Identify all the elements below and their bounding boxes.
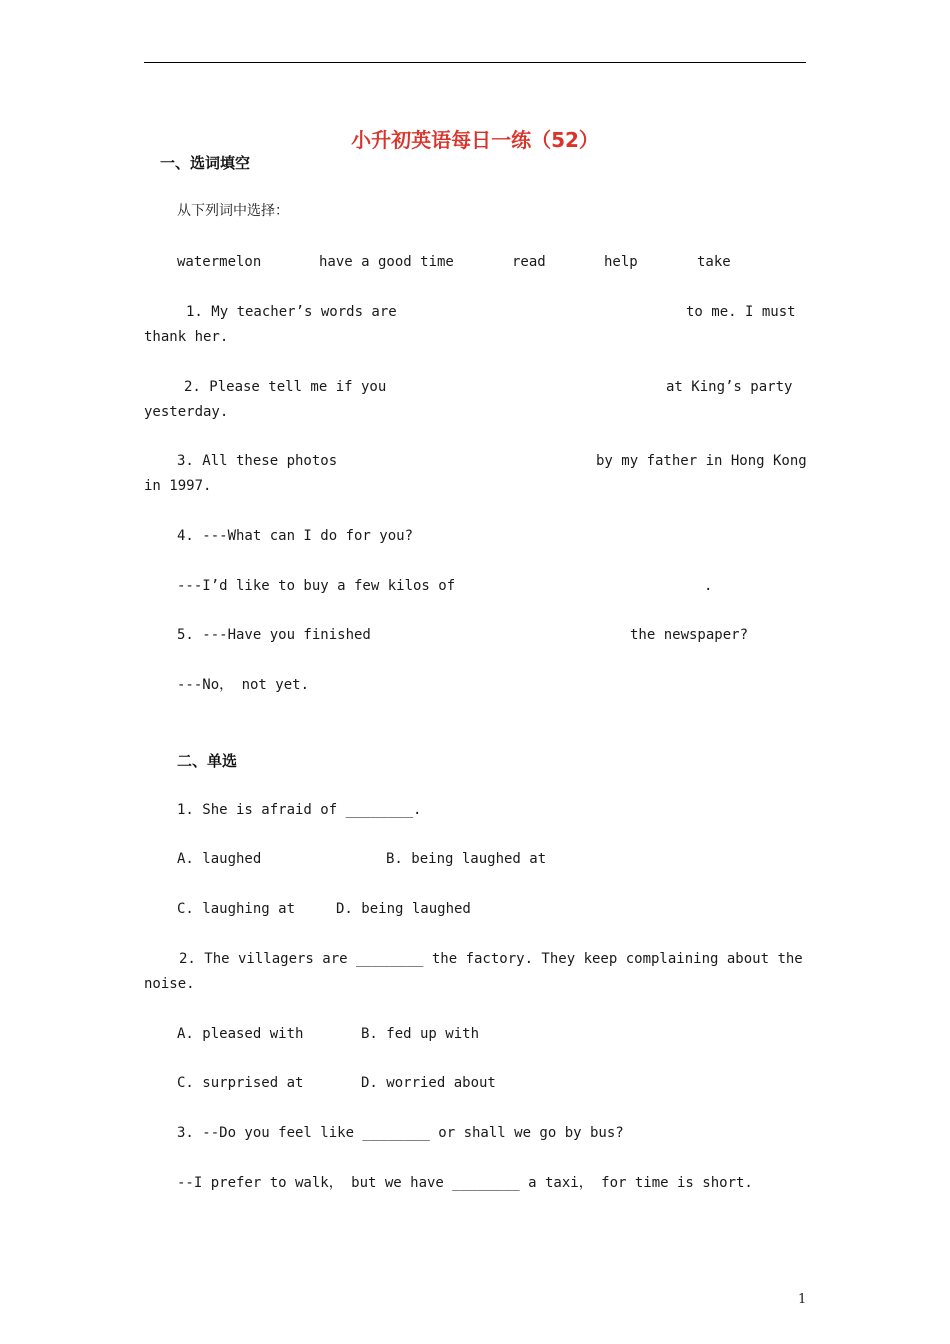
fill-q1-part1: 1. My teacher’s words are: [186, 304, 397, 320]
mc-q1-option-d: D. being laughed: [336, 901, 471, 917]
word-bank-item: watermelon: [177, 254, 262, 270]
header-rule: [144, 62, 806, 63]
fill-q1-part3: thank her.: [144, 329, 229, 345]
word-bank-item: take: [697, 254, 731, 270]
mc-q1-option-c: C. laughing at: [177, 901, 296, 917]
mc-q2-option-a: A. pleased with: [177, 1026, 304, 1042]
fill-q4-question: 4. ---What can I do for you?: [177, 528, 414, 544]
fill-q2-part2: at King’s party: [666, 379, 793, 395]
fill-q5-part1: 5. ---Have you finished: [177, 627, 371, 643]
mc-q1-stem: 1. She is afraid of ________.: [177, 802, 422, 818]
fill-q2-part1: 2. Please tell me if you: [184, 379, 387, 395]
word-bank-item: help: [604, 254, 638, 270]
fill-q4-answer: ---I’d like to buy a few kilos of: [177, 578, 456, 594]
fill-q3-part3: in 1997.: [144, 478, 212, 494]
section2-heading: 二、单选: [177, 752, 238, 770]
section1-heading: 一、选词填空: [160, 154, 251, 172]
mc-q3-line2: --I prefer to walk， but we have ________ a taxi， for time is short.: [177, 1175, 753, 1191]
fill-q3-part2: by my father in Hong Kong: [596, 453, 807, 469]
fill-q1-part2: to me. I must: [686, 304, 796, 320]
mc-q2-option-d: D. worried about: [361, 1075, 496, 1091]
mc-q2-option-c: C. surprised at: [177, 1075, 304, 1091]
fill-q5-reply: ---No， not yet.: [177, 677, 310, 693]
mc-q3-stem: 3. --Do you feel like ________ or shall we go by bus?: [177, 1125, 624, 1141]
fill-q5-part2: the newspaper?: [630, 627, 749, 643]
page-title: 小升初英语每日一练（52）: [351, 128, 599, 152]
mc-q1-option-a: A. laughed: [177, 851, 262, 867]
fill-q4-period: .: [704, 578, 713, 594]
fill-q2-part3: yesterday.: [144, 404, 229, 420]
mc-q2-stem-cont: noise.: [144, 976, 195, 992]
mc-q2-option-b: B. fed up with: [361, 1026, 480, 1042]
page-number: 1: [798, 1292, 807, 1307]
section1-instruction: 从下列词中选择：: [177, 203, 289, 219]
mc-q1-option-b: B. being laughed at: [386, 851, 547, 867]
fill-q3-part1: 3. All these photos: [177, 453, 338, 469]
mc-q2-stem: 2. The villagers are ________ the factory. They keep complaining about the: [179, 951, 803, 967]
word-bank-item: read: [512, 254, 546, 270]
word-bank-item: have a good time: [319, 254, 454, 270]
